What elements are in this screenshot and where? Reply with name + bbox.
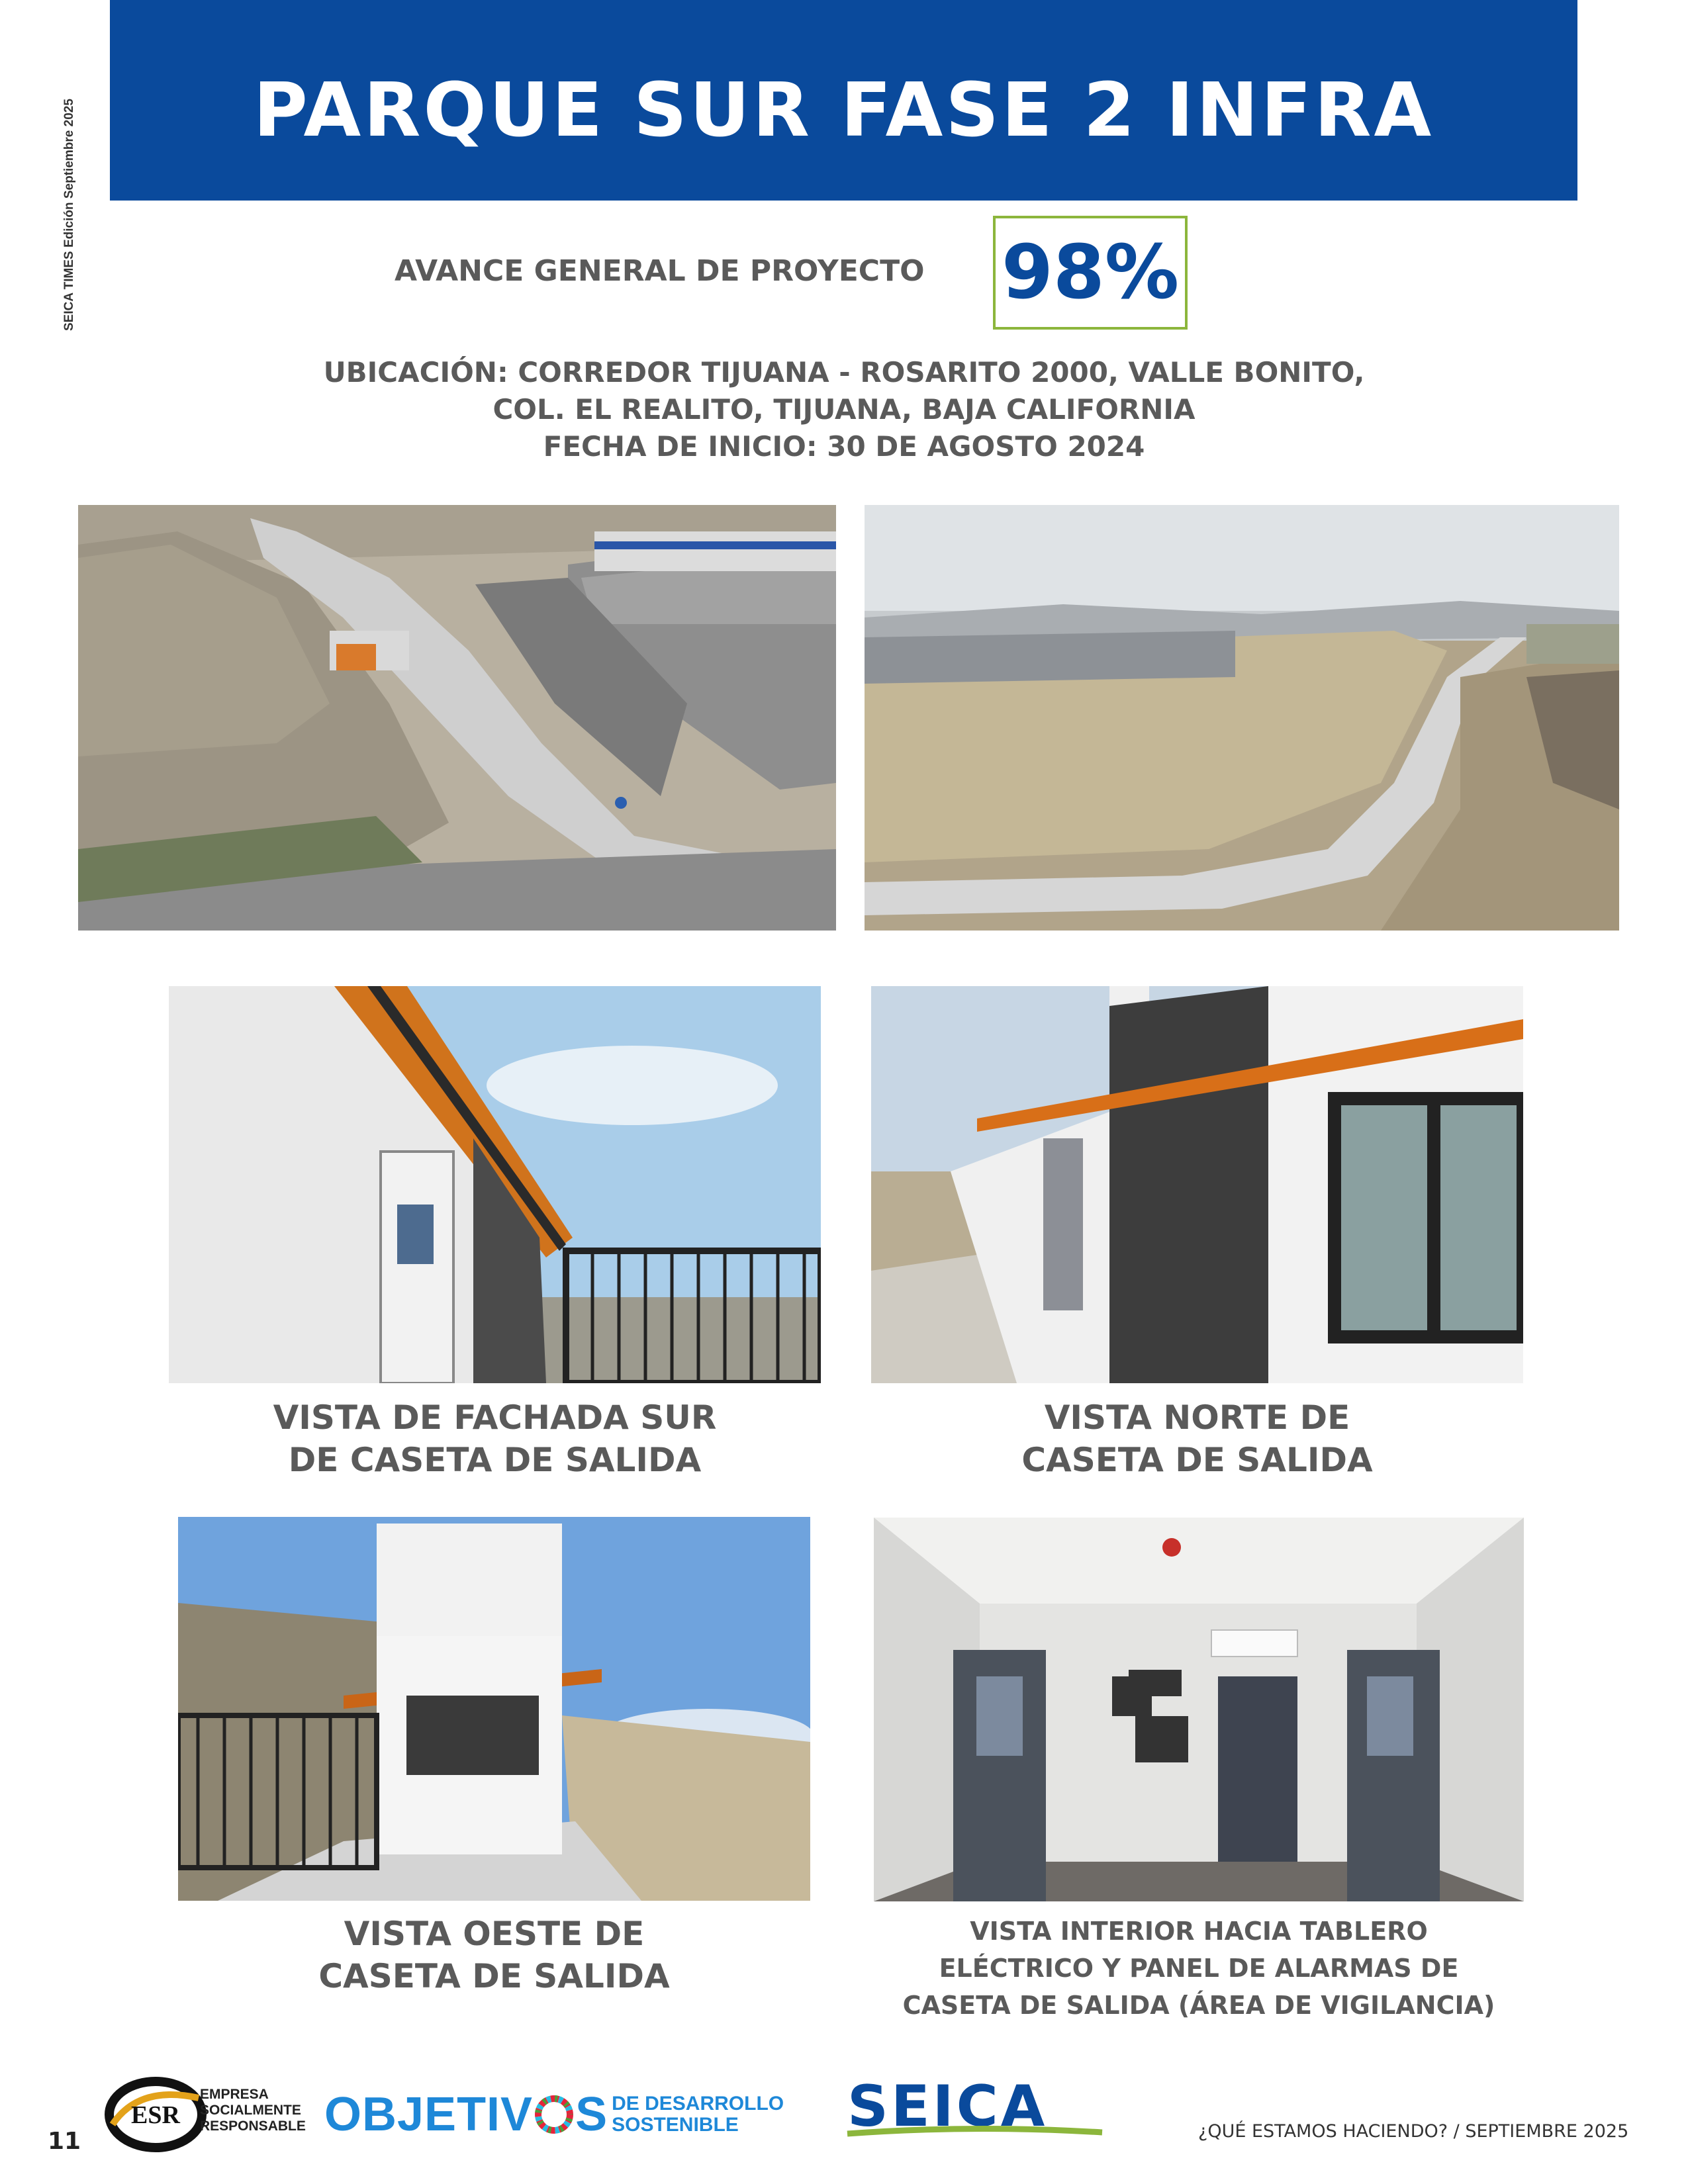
page-number: 11 [48, 2128, 81, 2155]
esr-line-3: RESPONSABLE [200, 2118, 306, 2134]
aerial-photo-gatehouse [78, 505, 836, 931]
ods-small-line-2: SOSTENIBLE [612, 2114, 739, 2136]
caption-interior-line-1: VISTA INTERIOR HACIA TABLERO [970, 1917, 1428, 1946]
esr-mark: ESR [131, 2101, 180, 2129]
progress-box [993, 216, 1188, 330]
ods-small-text [612, 2093, 784, 2136]
caption-interior-view [874, 1913, 1524, 2024]
ods-big-text-2: S [575, 2088, 608, 2141]
page-title: PARQUE SUR FASE 2 INFRA [253, 67, 1434, 154]
photo-north-view [871, 986, 1523, 1383]
photo-south-facade [169, 986, 821, 1383]
caption-west-view [178, 1913, 810, 1997]
location-line-1: UBICACIÓN: CORREDOR TIJUANA - ROSARITO 2000, VALLE BONITO, [323, 356, 1365, 388]
caption-north-line-2: CASETA DE SALIDA [1021, 1441, 1373, 1479]
title-banner [110, 0, 1577, 201]
location-line-2: COL. EL REALITO, TIJUANA, BAJA CALIFORNIA [492, 393, 1196, 426]
ods-small-line-1: DE DESARROLLO [612, 2093, 784, 2115]
ods-logo [324, 2085, 784, 2144]
sdg-wheel-icon [535, 2095, 573, 2134]
footer-section-label: ¿QUÉ ESTAMOS HACIENDO? / SEPTIEMBRE 2025 [1198, 2121, 1629, 2142]
caption-north-line-1: VISTA NORTE DE [1044, 1398, 1350, 1437]
seica-wordmark: SEICA [847, 2078, 1048, 2140]
aerial-photo-road [865, 505, 1619, 931]
ods-big-text-1: OBJETIV [324, 2088, 534, 2141]
caption-interior-line-3: CASETA DE SALIDA (ÁREA DE VIGILANCIA) [902, 1991, 1495, 2020]
edition-side-label: SEICA TIMES Edición Septiembre 2025 [62, 99, 76, 331]
esr-line-2: SOCIALMENTE [200, 2103, 301, 2118]
esr-line-1: EMPRESA [200, 2087, 269, 2102]
progress-label: AVANCE GENERAL DE PROYECTO [395, 254, 925, 288]
caption-south-line-2: DE CASETA DE SALIDA [288, 1441, 702, 1479]
caption-west-line-1: VISTA OESTE DE [344, 1915, 645, 1953]
progress-value: 98% [1001, 230, 1180, 316]
caption-south-facade [169, 1396, 821, 1481]
start-date-line: FECHA DE INICIO: 30 DE AGOSTO 2024 [543, 430, 1145, 463]
photo-west-view [178, 1517, 810, 1901]
location-block [199, 354, 1489, 465]
esr-text [200, 2087, 306, 2134]
caption-west-line-2: CASETA DE SALIDA [318, 1957, 670, 1995]
seica-logo [841, 2078, 1119, 2144]
photo-interior-view [874, 1518, 1524, 1901]
caption-north-view [871, 1396, 1523, 1481]
caption-south-line-1: VISTA DE FACHADA SUR [273, 1398, 717, 1437]
caption-interior-line-2: ELÉCTRICO Y PANEL DE ALARMAS DE [939, 1954, 1459, 1983]
